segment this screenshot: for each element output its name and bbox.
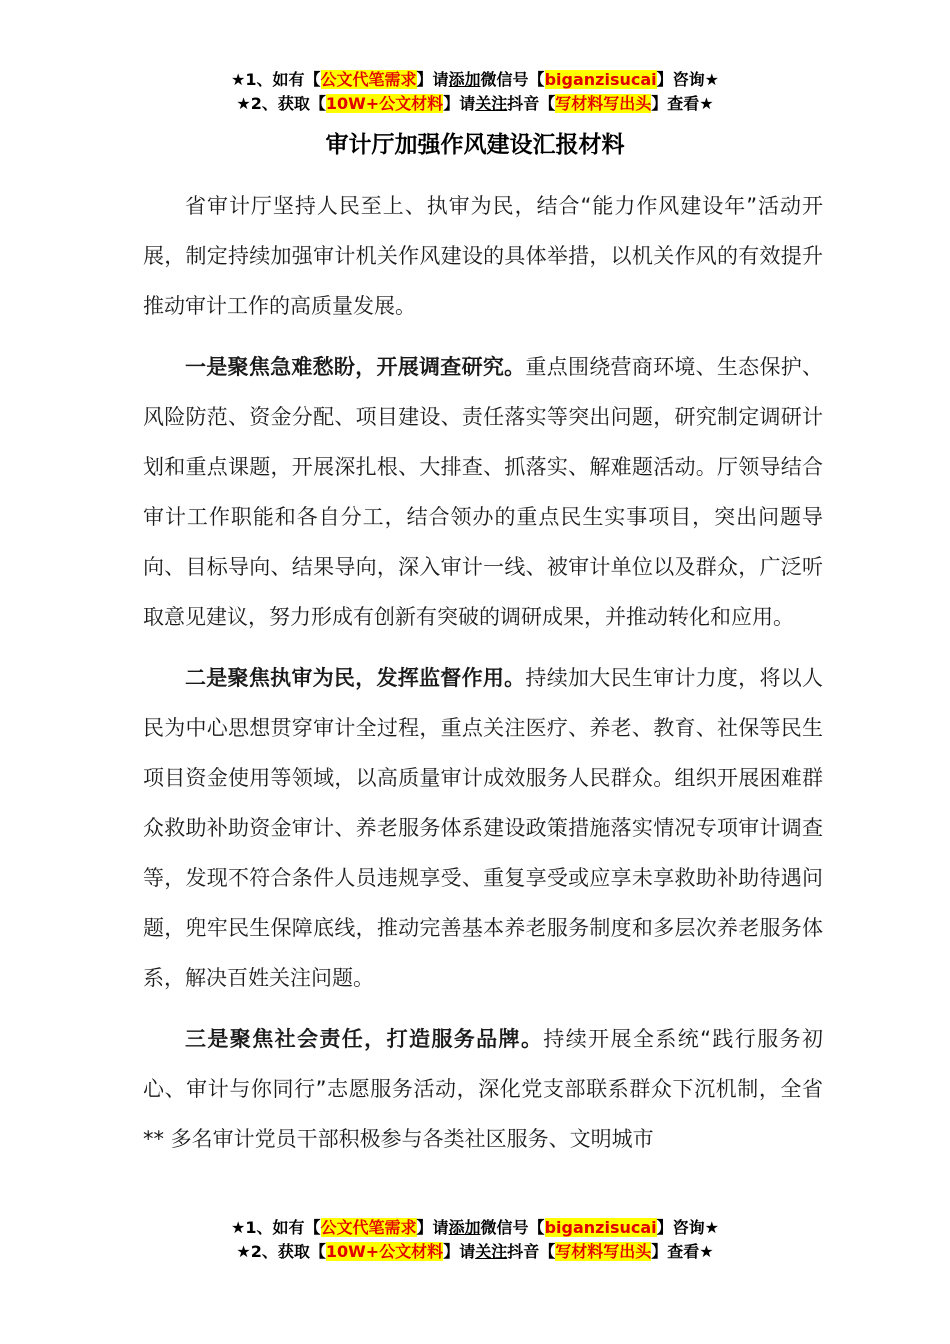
banner-text: 抖音【: [507, 94, 556, 113]
paragraph-lead: 二是聚焦执审为民，发挥监督作用。: [185, 666, 526, 690]
paragraph-1: [143, 342, 823, 642]
document-title: 审计厅加强作风建设汇报材料: [325, 132, 625, 158]
banner-text: ★2、获取【: [236, 1242, 326, 1261]
banner-line-2: [0, 1240, 950, 1264]
banner-text: 】咨询★: [656, 1218, 719, 1237]
banner-underline: 添加: [448, 1218, 481, 1237]
paragraph-text: 省审计厅坚持人民至上、执审为民，结合“能力作风建设年”活动开展，制定持续加强审计机关作风建设的具体举措，以机关作风的有效提升推动审计工作的高质量发展。: [143, 194, 823, 318]
paragraph-text: 重点围绕营商环境、生态保护、风险防范、资金分配、项目建设、责任落实等突出问题，研究制定调研计划和重点课题，开展深扎根、大排查、抓落实、解难题活动。厅领导结合审计工作职能和各自分工，结合领办的重点民生实事项目，突出问题导向、目标导向、结果导向，深入审计一线、被审计单位以及群众，广泛听取意见建议，努力形成有创新有突破的调研成果，并推动转化和应用。: [143, 355, 824, 629]
banner-text: 】查看★: [651, 1242, 714, 1261]
paragraph-lead: 一是聚焦急难愁盼，开展调查研究。: [185, 355, 526, 379]
banner-text: 】请: [443, 1242, 476, 1261]
banner-text: 】请: [416, 70, 449, 89]
banner-line-1: [0, 68, 950, 92]
paragraph-text: 持续加大民生审计力度，将以人民为中心思想贯穿审计全过程，重点关注医疗、养老、教育、社保等民生项目资金使用等领域，以高质量审计成效服务人民群众。组织开展困难群众救助补助资金审计、养老服务体系建设政策措施落实情况专项审计调查等，发现不符合条件人员违规享受、重复享受或应享未享救助补助待遇问题，兜牢民生保障底线，推动完善基本养老服务制度和多层次养老服务体系，解决百姓关注问题。: [143, 666, 824, 990]
banner-text: 微信号【: [480, 70, 545, 89]
banner-highlight: 10W+公文材料: [325, 1242, 444, 1261]
bottom-banner: [0, 1216, 950, 1264]
paragraph-2: [143, 653, 823, 1003]
banner-highlight: biganzisucai: [544, 70, 657, 89]
paragraph-lead: 三是聚焦社会责任，打造服务品牌。: [185, 1027, 544, 1051]
banner-line-2: [0, 92, 950, 116]
banner-line-1: [0, 1216, 950, 1240]
banner-highlight: 写材料写出头: [555, 1242, 652, 1261]
banner-text: 微信号【: [480, 1218, 545, 1237]
document-body: [143, 181, 823, 1164]
banner-text: 】查看★: [651, 94, 714, 113]
banner-underline: 关注: [475, 94, 508, 113]
paragraph-intro: [143, 181, 823, 331]
banner-highlight: biganzisucai: [544, 1218, 657, 1237]
banner-highlight: 10W+公文材料: [325, 94, 444, 113]
paragraph-3: [143, 1014, 823, 1164]
banner-text: ★1、如有【: [231, 70, 321, 89]
banner-text: 】咨询★: [656, 70, 719, 89]
banner-underline: 关注: [475, 1242, 508, 1261]
banner-text: ★2、获取【: [236, 94, 326, 113]
banner-highlight: 写材料写出头: [555, 94, 652, 113]
banner-text: ★1、如有【: [231, 1218, 321, 1237]
banner-text: 抖音【: [507, 1242, 556, 1261]
banner-text: 】请: [416, 1218, 449, 1237]
banner-text: 】请: [443, 94, 476, 113]
banner-highlight: 公文代笔需求: [320, 70, 417, 89]
paragraph-text: 持续开展全系统“践行服务初心、审计与你同行”志愿服务活动，深化党支部联系群众下沉机制，全省 ** 多名审计党员干部积极参与各类社区服务、文明城市: [143, 1027, 823, 1151]
banner-underline: 添加: [448, 70, 481, 89]
top-banner: [0, 68, 950, 116]
banner-highlight: 公文代笔需求: [320, 1218, 417, 1237]
